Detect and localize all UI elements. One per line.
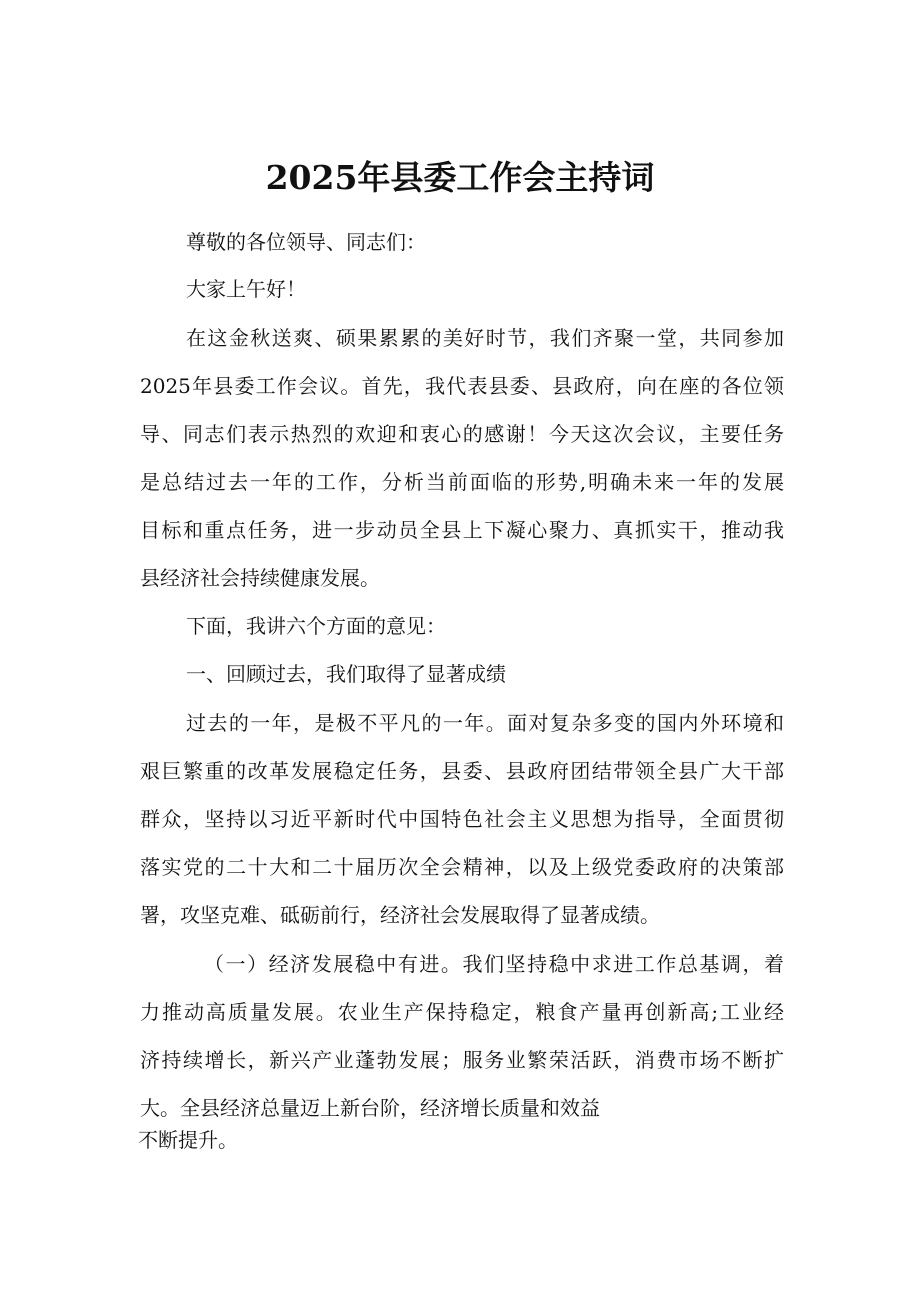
paragraph-line: 不断提升。 [138, 1128, 238, 1152]
paragraph-line: 下面，我讲六个方面的意见： [186, 614, 446, 638]
paragraph-line: 目标和重点任务，进一步动员全县上下凝心聚力、真抓实干，推动我 [140, 518, 784, 542]
section-heading: 一、回顾过去，我们取得了显著成绩 [186, 662, 506, 686]
paragraph-line: 艰巨繁重的改革发展稳定任务，县委、县政府团结带领全县广大干部 [140, 759, 784, 783]
paragraph-line: 导、同志们表示热烈的欢迎和衷心的感谢！今天这次会议，主要任务 [140, 422, 784, 446]
greeting: 大家上午好！ [186, 277, 306, 301]
paragraph-line: 在这金秋送爽、硕果累累的美好时节，我们齐聚一堂，共同参加 [186, 326, 784, 350]
paragraph-line: 落实党的二十大和二十届历次全会精神，以及上级党委政府的决策部 [140, 855, 784, 879]
paragraph-line: 过去的一年，是极不平凡的一年。面对复杂多变的国内外环境和 [186, 711, 784, 735]
paragraph-line: 大。全县经济总量迈上新台阶，经济增长质量和效益 [140, 1096, 600, 1120]
paragraph-line: 是总结过去一年的工作，分析当前面临的形势,明确未来一年的发展 [140, 470, 784, 494]
paragraph-line: 署，攻坚克难、砥砺前行，经济社会发展取得了显著成绩。 [140, 903, 660, 927]
paragraph-line: 2025年县委工作会议。首先，我代表县委、县政府，向在座的各位领 [140, 374, 784, 398]
paragraph-line: 济持续增长，新兴产业蓬勃发展；服务业繁荣活跃，消费市场不断扩 [140, 1048, 784, 1072]
paragraph-line: 县经济社会持续健康发展。 [140, 566, 380, 590]
paragraph-line: 群众，坚持以习近平新时代中国特色社会主义思想为指导，全面贯彻 [140, 807, 784, 831]
subsection-heading: （一）经济发展稳中有进。我们坚持稳中求进工作总基调，着 [204, 952, 784, 976]
paragraph-line: 力推动高质量发展。农业生产保持稳定，粮食产量再创新高;工业经 [140, 1000, 784, 1024]
document-title: 2025年县委工作会主持词 [265, 158, 655, 197]
salutation: 尊敬的各位领导、同志们： [186, 230, 426, 254]
